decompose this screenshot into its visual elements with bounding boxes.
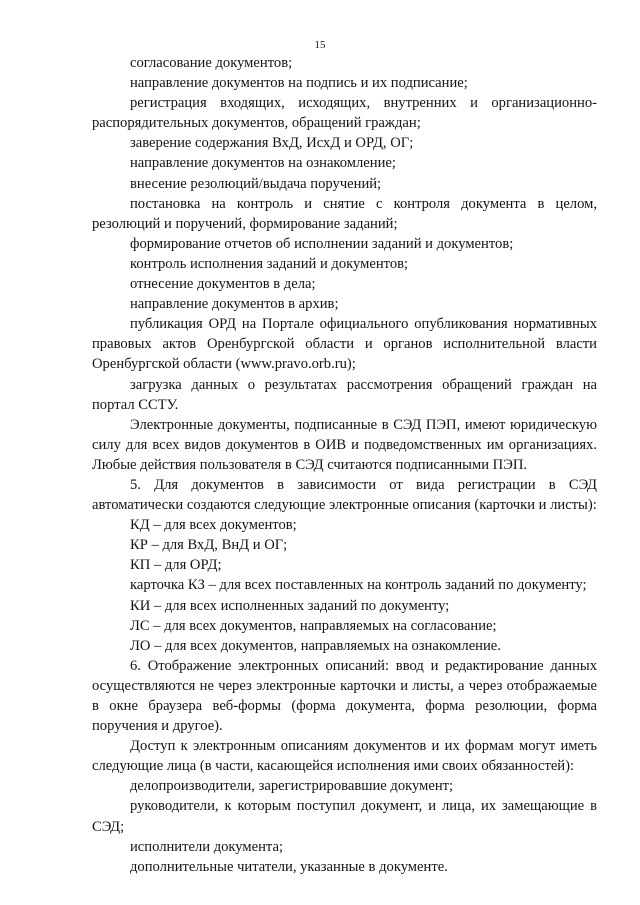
paragraph: регистрация входящих, исходящих, внутренних и организационно-распорядительных документов, обращений граждан; (92, 95, 597, 132)
page-number: 15 (314, 39, 326, 51)
paragraph: делопроизводители, зарегистрировавшие документ; (130, 778, 454, 795)
paragraph: отнесение документов в дела; (130, 276, 316, 293)
paragraph: 6. Отображение электронных описаний: ввод и редактирование данных осуществляются не через электронные карточки и листы, а через отображаемые в окне браузера веб-формы (форма документа, форма резолюции, форма поручения и другое). (92, 657, 597, 735)
paragraph: Доступ к электронным описаниям документов и их формам могут иметь следующие лица (в части, касающейся исполнения ими своих обязанностей): (92, 738, 597, 775)
paragraph: ЛС – для всех документов, направляемых на согласование; (130, 617, 497, 634)
paragraph: направление документов на ознакомление; (130, 155, 396, 172)
paragraph: направление документов в архив; (130, 296, 339, 313)
paragraph: КД – для всех документов; (130, 517, 297, 534)
paragraph: направление документов на подпись и их подписание; (130, 75, 468, 92)
paragraph: формирование отчетов об исполнении заданий и документов; (130, 235, 514, 252)
paragraph: ЛО – для всех документов, направляемых на ознакомление. (130, 637, 501, 654)
paragraph: 5. Для документов в зависимости от вида регистрации в СЭД автоматически создаются следующие электронные описания (карточки и листы): (92, 476, 597, 514)
paragraph: Электронные документы, подписанные в СЭД ПЭП, имеют юридическую силу для всех видов документов в ОИВ и подведомственных им организациях. Любые действия пользователя в СЭД считаются подписанными ПЭП. (92, 416, 597, 473)
paragraph: загрузка данных о результатах рассмотрения обращений граждан на портал ССТУ. (92, 376, 597, 413)
paragraph: публикация ОРД на Портале официального опубликования нормативных правовых актов Оренбургской области и органов исполнительной власти Оренбургской области (www.pravo.orb.ru); (92, 316, 597, 373)
paragraph: постановка на контроль и снятие с контроля документа в целом, резолюций и поручений, формирование заданий; (92, 195, 597, 232)
paragraph: заверение содержания ВхД, ИсхД и ОРД, ОГ; (130, 135, 414, 152)
paragraph: дополнительные читатели, указанные в документе. (130, 858, 448, 875)
paragraph: КР – для ВхД, ВнД и ОГ; (130, 537, 288, 554)
paragraph: внесение резолюций/выдача поручений; (130, 175, 382, 192)
paragraph: карточка КЗ – для всех поставленных на контроль заданий по документу; (130, 577, 587, 594)
paragraph: КП – для ОРД; (130, 557, 222, 574)
page-body (92, 53, 597, 877)
paragraph: КИ – для всех исполненных заданий по документу; (130, 597, 450, 614)
paragraph: согласование документов; (130, 55, 293, 71)
paragraph: исполнители документа; (130, 838, 284, 855)
paragraph: контроль исполнения заданий и документов; (130, 255, 409, 272)
paragraph: руководители, к которым поступил документ, и лица, их замещающие в СЭД; (92, 798, 597, 835)
